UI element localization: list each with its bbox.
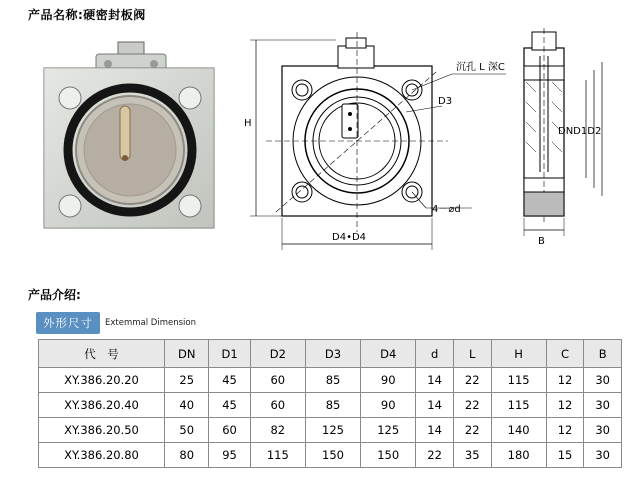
cell-d2: 82 xyxy=(250,418,305,443)
cell-d1: 60 xyxy=(209,418,250,443)
cell-h: 140 xyxy=(491,418,546,443)
table-row xyxy=(39,368,622,393)
table-row xyxy=(39,443,622,468)
dim-h-label: H xyxy=(244,118,252,129)
cell-d4: 125 xyxy=(361,418,416,443)
cell-h: 115 xyxy=(491,393,546,418)
dimension-badge: 外形尺寸 xyxy=(36,312,100,334)
header-l: L xyxy=(453,340,491,368)
cell-l: 22 xyxy=(453,368,491,393)
cell-d: 14 xyxy=(416,368,454,393)
cell-d: 22 xyxy=(416,443,454,468)
cell-d1: 45 xyxy=(209,393,250,418)
cell-d1: 45 xyxy=(209,368,250,393)
cell-l: 35 xyxy=(453,443,491,468)
product-name-title: 产品名称:硬密封板阀 xyxy=(28,8,146,22)
cell-d3: 125 xyxy=(305,418,360,443)
cell-c: 12 xyxy=(546,368,584,393)
table-row xyxy=(39,418,622,443)
cell-c: 12 xyxy=(546,393,584,418)
header-model: 代 号 xyxy=(39,340,165,368)
cell-dn: 25 xyxy=(165,368,209,393)
valve-photo xyxy=(40,40,220,240)
cell-d2: 60 xyxy=(250,368,305,393)
cell-d: 14 xyxy=(416,418,454,443)
header-d3: D3 xyxy=(305,340,360,368)
cell-h: 115 xyxy=(491,368,546,393)
cell-b: 30 xyxy=(584,418,622,443)
dim-b-label: B xyxy=(538,236,545,247)
cell-model: XY.386.20.50 xyxy=(39,418,165,443)
cell-d3: 85 xyxy=(305,368,360,393)
cell-dn: 50 xyxy=(165,418,209,443)
cell-dn: 80 xyxy=(165,443,209,468)
table-row xyxy=(39,393,622,418)
cell-d1: 95 xyxy=(209,443,250,468)
cell-model: XY.386.20.20 xyxy=(39,368,165,393)
cell-d2: 115 xyxy=(250,443,305,468)
cell-model: XY.386.20.40 xyxy=(39,393,165,418)
holes-label: 4－⌀d xyxy=(432,204,461,215)
header-dn: DN xyxy=(165,340,209,368)
cell-d: 14 xyxy=(416,393,454,418)
dimension-subtitle: Extemmal Dimension xyxy=(105,318,196,328)
cell-b: 30 xyxy=(584,393,622,418)
dimension-table xyxy=(38,339,622,468)
cell-model: XY.386.20.80 xyxy=(39,443,165,468)
cell-d4: 90 xyxy=(361,368,416,393)
cell-b: 30 xyxy=(584,368,622,393)
cell-l: 22 xyxy=(453,393,491,418)
header-d: d xyxy=(416,340,454,368)
header-c: C xyxy=(546,340,584,368)
header-b: B xyxy=(584,340,622,368)
dim-d4-label: D4•D4 xyxy=(332,232,367,243)
header-d4: D4 xyxy=(361,340,416,368)
header-h: H xyxy=(491,340,546,368)
product-intro-heading: 产品介绍: xyxy=(28,288,81,302)
cell-d2: 60 xyxy=(250,393,305,418)
dimension-drawing xyxy=(236,22,636,252)
table-header-row xyxy=(39,340,622,368)
cell-c: 12 xyxy=(546,418,584,443)
cell-d4: 90 xyxy=(361,393,416,418)
dim-d3-label: D3 xyxy=(438,96,453,107)
cell-d3: 150 xyxy=(305,443,360,468)
header-d2: D2 xyxy=(250,340,305,368)
cell-c: 15 xyxy=(546,443,584,468)
cell-b: 30 xyxy=(584,443,622,468)
header-d1: D1 xyxy=(209,340,250,368)
cell-h: 180 xyxy=(491,443,546,468)
cell-l: 22 xyxy=(453,418,491,443)
cell-d4: 150 xyxy=(361,443,416,468)
cell-d3: 85 xyxy=(305,393,360,418)
dimension-header xyxy=(36,312,196,334)
countersink-label: 沉孔 L 深C xyxy=(456,62,505,73)
dim-dn-label: DND1D2 xyxy=(558,126,602,137)
cell-dn: 40 xyxy=(165,393,209,418)
